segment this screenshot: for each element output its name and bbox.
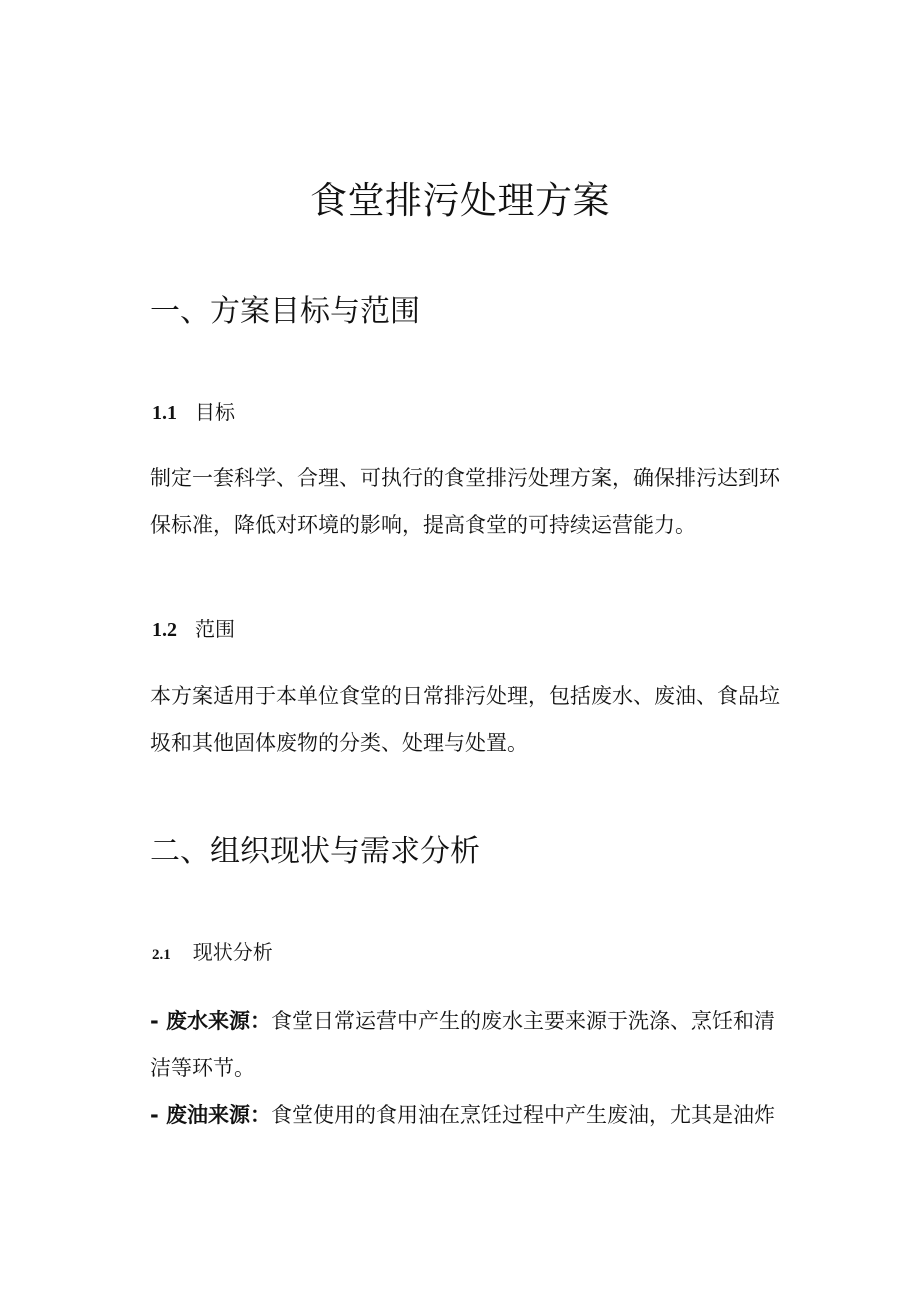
scope-paragraph xyxy=(150,673,806,767)
paragraph-line: 制定一套科学、合理、可执行的食堂排污处理方案，确保排污达到环 xyxy=(150,466,780,490)
bullet-prefix: - 废油来源： xyxy=(150,1103,272,1127)
subsection-number: 1.2 xyxy=(152,619,177,641)
subsection-number: 1.1 xyxy=(152,402,177,424)
section-2-heading: 二、组织现状与需求分析 xyxy=(150,834,480,869)
paragraph-line: 本方案适用于本单位食堂的日常排污处理，包括废水、废油、食品垃 xyxy=(150,684,780,708)
subsection-label: 目标 xyxy=(195,400,235,424)
bullet-waste-oil xyxy=(150,1092,806,1139)
bullet-line: 洁等环节。 xyxy=(150,1056,255,1080)
goal-paragraph xyxy=(150,455,806,549)
bullet-text: 食堂使用的食用油在烹饪过程中产生废油，尤其是油炸 xyxy=(271,1103,776,1127)
subsection-1-2-heading xyxy=(152,615,235,644)
document-title: 食堂排污处理方案 xyxy=(310,179,610,222)
bullet-prefix: - 废水来源： xyxy=(150,1009,272,1033)
paragraph-line: 保标准，降低对环境的影响，提高食堂的可持续运营能力。 xyxy=(150,513,696,537)
subsection-1-1-heading xyxy=(152,398,235,427)
bullet-text: 食堂日常运营中产生的废水主要来源于洗涤、烹饪和清 xyxy=(271,1009,776,1033)
bullet-line xyxy=(150,998,806,1045)
bullet-wastewater xyxy=(150,998,806,1092)
subsection-label: 范围 xyxy=(195,617,235,641)
section-1-heading: 一、方案目标与范围 xyxy=(150,294,420,329)
paragraph-line: 圾和其他固体废物的分类、处理与处置。 xyxy=(150,731,528,755)
subsection-label: 现状分析 xyxy=(192,940,273,964)
bullet-line xyxy=(150,1092,806,1139)
subsection-2-1-heading xyxy=(152,938,273,969)
subsection-number: 2.1 xyxy=(152,947,171,963)
